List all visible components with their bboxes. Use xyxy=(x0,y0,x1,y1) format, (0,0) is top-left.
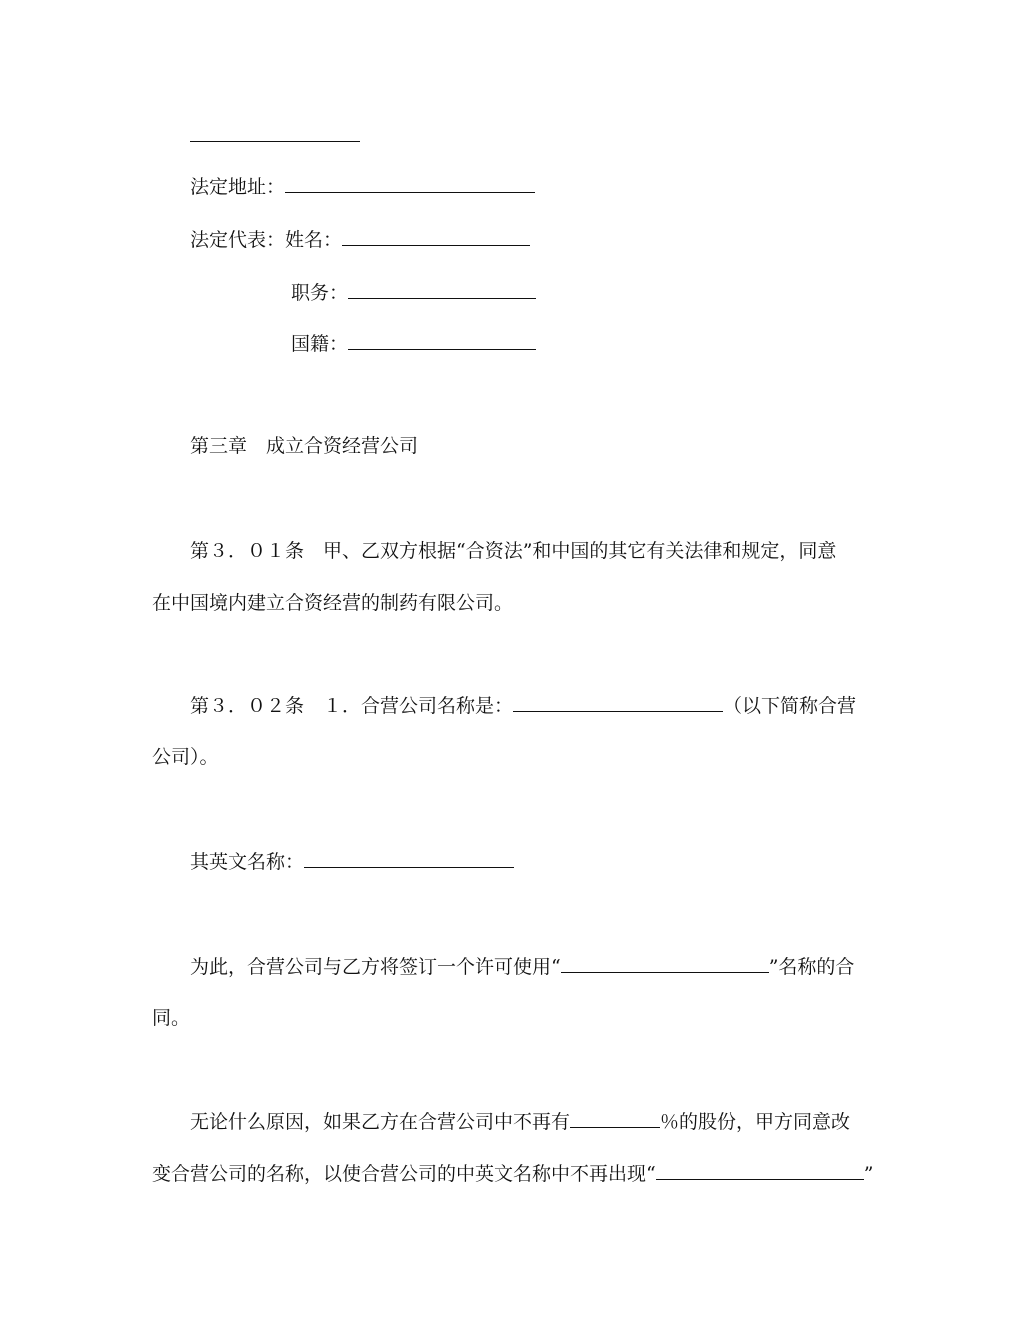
article-3-01-line2: 在中国境内建立合资经营的制药有限公司。 xyxy=(152,592,514,614)
chapter-heading: 第三章 成立合资经营公司 xyxy=(190,435,419,457)
license-para-suffix: ”名称的合 xyxy=(768,956,855,978)
article-3-01-line1: 第３．０１条 甲、乙双方根据“合资法”和中国的其它有关法律和规定，同意 xyxy=(190,540,837,562)
rep-nationality-blank[interactable] xyxy=(348,331,536,350)
rename-para-line2-suffix: ” xyxy=(863,1163,874,1185)
rename-para-line2-prefix: 变合营公司的名称，以使合营公司的中英文名称中不再出现“ xyxy=(152,1163,656,1185)
english-name-label: 其英文名称： xyxy=(190,851,305,873)
article-3-02-prefix: 第３．０２条 １．合营公司名称是： xyxy=(190,695,514,717)
rep-title-label: 职务： xyxy=(291,282,349,304)
license-para-line1 xyxy=(190,954,854,979)
legal-address-label: 法定地址： xyxy=(190,176,286,198)
legal-rep-label: 法定代表： xyxy=(190,229,286,251)
rep-name-blank[interactable] xyxy=(342,227,530,246)
rep-name-label: 姓名： xyxy=(285,229,343,251)
legal-address-blank[interactable] xyxy=(285,174,535,193)
legal-address-row xyxy=(190,174,535,199)
rep-title-row xyxy=(291,280,536,305)
rep-title-blank[interactable] xyxy=(348,280,536,299)
rep-nationality-row xyxy=(291,331,536,356)
rename-para-suffix: ％的股份，甲方同意改 xyxy=(660,1111,851,1133)
share-percent-blank[interactable] xyxy=(570,1109,660,1128)
article-3-02-suffix: （以下简称合营 xyxy=(723,695,857,717)
license-para-prefix: 为此，合营公司与乙方将签订一个许可使用“ xyxy=(190,956,561,978)
article-3-02-line2: 公司）。 xyxy=(152,746,219,768)
license-name-blank[interactable] xyxy=(561,954,769,973)
top-blank-line xyxy=(190,141,360,142)
english-name-row xyxy=(190,849,514,874)
legal-rep-name-row xyxy=(190,227,530,252)
article-3-02-line1 xyxy=(190,693,856,718)
company-name-blank[interactable] xyxy=(513,693,723,712)
rename-para-line1 xyxy=(190,1109,850,1134)
english-name-blank[interactable] xyxy=(304,849,514,868)
rename-para-line2 xyxy=(152,1161,873,1186)
rep-nationality-label: 国籍： xyxy=(291,333,349,355)
rename-para-prefix: 无论什么原因，如果乙方在合营公司中不再有 xyxy=(190,1111,571,1133)
license-para-line2: 同。 xyxy=(152,1007,191,1029)
removed-name-blank[interactable] xyxy=(656,1161,864,1180)
